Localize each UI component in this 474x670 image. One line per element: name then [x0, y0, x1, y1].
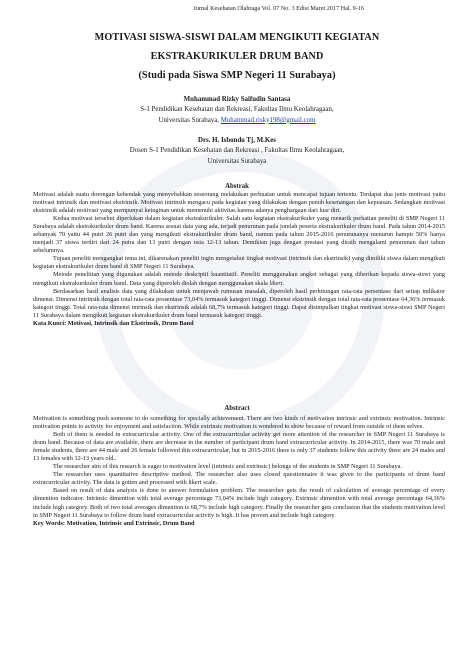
- abstract-paragraph-5: Based on result of data analysis is done to answer formulation problem. The researcher gets the result of calculation of average percentage of every dimention indicator. Intrinsic dimention with total average percentage 73,04% include high category. Extrinsic dimention with total average percentage 64,36% include high category. Both of two total averages dimention is 68,7% include high category. Finally the researcher gets conclusion that the students motivation level in SMP Negeri 11 Surabaya to follow drum band extracurricular activity is high. It has proven and include high category.: [33, 487, 445, 519]
- abstrak-paragraph-4-italic: likert.: [269, 279, 285, 287]
- abstract-paragraph-1: Motivation is something push someone to do something for specially achievement. There are two kinds of motivation intrinsic and extrinsic motivation. Intrinsic motivation points to activity for enjoyment and satisfaction. While extrinsic motivation is wondered to show because of reward from outside of them selves.: [33, 415, 445, 431]
- abstrak-paragraph-1: Motivasi adalah suatu dorongan kehendak yang menyebabkan seseorang melakukan perbuatan untuk mencapai tujuan tertentu. Terdapat dua jenis motivasi yaitu motivasi intrinsik dan motivasi ekstrinsik. Motivasi intrinsik mengacu pada kegiatan yang dilakukan dengan penuh kesenangan dan kepuasan. Sedangkan motivasi ekstrinsik adalah motivasi yang mempunyai keinginan untuk memenuhi aktivitas karena adanya penghargaan dari luar diri.: [33, 191, 445, 215]
- author-university-line-1: [0, 116, 474, 126]
- author-block-1: [0, 95, 474, 126]
- abstract-paragraph-4: The researcher uses quantitative descriptive method. The researcher also uses closed questionnaire it was given to the participants of drum band extracurricular activity. The data is gotten and processed with likert scale.: [33, 471, 445, 487]
- abstrak-paragraph-4: [33, 271, 445, 287]
- abstrak-paragraph-3: Tujuan peneliti mengangkat tema ini, dikarenakan peneliti ingin mengetahui tingkat motivasi (intrinsik dan ekstrinsik) yang dimiliki siswa dalam mengikuti kegiatan ekstrakurikuler drum band di SMP Negeri 11 Surabaya.: [33, 255, 445, 271]
- author-university-2: Universitas Surabaya: [207, 157, 267, 165]
- abstrak-paragraph-5: Berdasarkan hasil analisis data yang dilakukan untuk menjawab rumusan masalah, diperoleh hasil perhitungan rata-rata persentase dari setiap indikator dimensi. Dimensi intrinsik dengan total rata-rata prosentase 73,04% termasuk kategori tinggi. Dimensi ekstrinsik dengan total rata-rata prosentase 64,36% termasuk kategori tinggi. Total rata-rata dimensi intrinsik dan ekstrinsik adalah 68,7% termasuk kategori tinggi. Dapat disimpulkan tingkat motivasi siswa-siswi SMP Negeri 11 Surabaya dalam mengikuti kegiatan ekstrakurikuler drum band termasuk kategori tinggi.: [33, 287, 445, 319]
- abstract-paragraph-3: The researcher aim of this research is eager to motivation level (intrinsic and extrinsic) belongs of the students in SMP Negeri 11 Surabaya.: [53, 463, 402, 471]
- abstract-heading: Abstract: [224, 405, 250, 412]
- abstrak-keywords: Kata Kunci: Motivasi, Intrinsik dan Ekstrinsik, Drum Band: [33, 319, 194, 327]
- paper-title-line-2: EKSTRAKURIKULER DRUM BAND: [150, 51, 324, 62]
- author-affiliation-1: S-1 Pendidikan Kesehatan dan Rekreasi, Fakultas Ilmu Keolahragaan,: [140, 106, 334, 114]
- author-name-2: Drs. H. Isbondo Tj, M.Kes: [198, 137, 276, 144]
- author-affiliation-2: Dosen S-1 Pendidikan Kesehatan dan Rekreasi , Fakultas Ilmu Keolahragaan,: [129, 147, 345, 155]
- abstract-keywords: Key Words: Motivation, Intrinsic and Extrinsic, Drum Band: [33, 519, 195, 527]
- author-university-1: Universitas Surabaya,: [158, 116, 219, 124]
- abstrak-paragraph-4-text: Metode penelitian yang digunakan adalah metode deskriptif kuantitatif. Peneliti menggunakan angket sebagai yang diberikan kepada siswa-siswi yang mengikuti ekstrakurikuler drum band. Data yang diperoleh diolah dengan menggunakan skala: [33, 271, 445, 287]
- author-email-link[interactable]: Muhammad.risky198@gmail.com: [220, 116, 316, 124]
- abstrak-paragraph-2: Kedua motivasi tersebut diperlukan dalam kegiatan ekstrakurikuler. Salah satu kegiatan ekstrakurikuler yang menarik perhatian peneliti di SMP Negeri 11 Surabaya adalah ekstrakurikuler drum band. Karena sesuai data yang ada, terjadi penurunan pada jumlah peserta ekstrakurikuler drum band. Pada tahun 2014-2015 sebanyak 70 yaitu 44 putri 26 putri dan yang mengikuti ekstrakurikuler drum band, namun pada tahun 2015-2016 penurunanya menurun hampir 50% hanya menjadi 37 siswa terdiri dari 24 putra dan 13 putri dengan usia 12-13 tahun. Demikian juga dengan prestasi yang diraih mengalami penurunan dari tahun sebelumnya.: [33, 215, 445, 255]
- author-name-1: Muhammad Rizky Saifudin Santasa: [183, 96, 291, 103]
- paper-title-line-1: MOTIVASI SISWA-SISWI DALAM MENGIKUTI KEGIATAN: [94, 32, 380, 43]
- paper-subtitle: (Studi pada Siswa SMP Negeri 11 Surabaya): [138, 70, 336, 81]
- abstract-paragraph-2: Both of them is needed in extracurricular activity. One of the extracurricular activity get more attention of the researcher in SMP Negeri 11 Surabaya is drum band. Because of data are available, there are decrease in the number of participant drum band extracurricular activity. In 2014-2015, there was 70 male and female students, there are 44 male and 26 female followed this extracurricular, but in 2015-2016 there is only 37 students follow this activity there are 24 males and 13 females with 12-13 years old..: [33, 431, 445, 463]
- abstrak-heading: Abstrak: [225, 183, 249, 190]
- abstract-body: [33, 415, 445, 528]
- running-head: Jurnal Kesehatan Olahraga Vol. 07 No. 3 Edisi Maret 2017 Hal. 9-16: [193, 5, 364, 12]
- abstrak-body: [33, 191, 445, 328]
- author-block-2: [0, 136, 474, 167]
